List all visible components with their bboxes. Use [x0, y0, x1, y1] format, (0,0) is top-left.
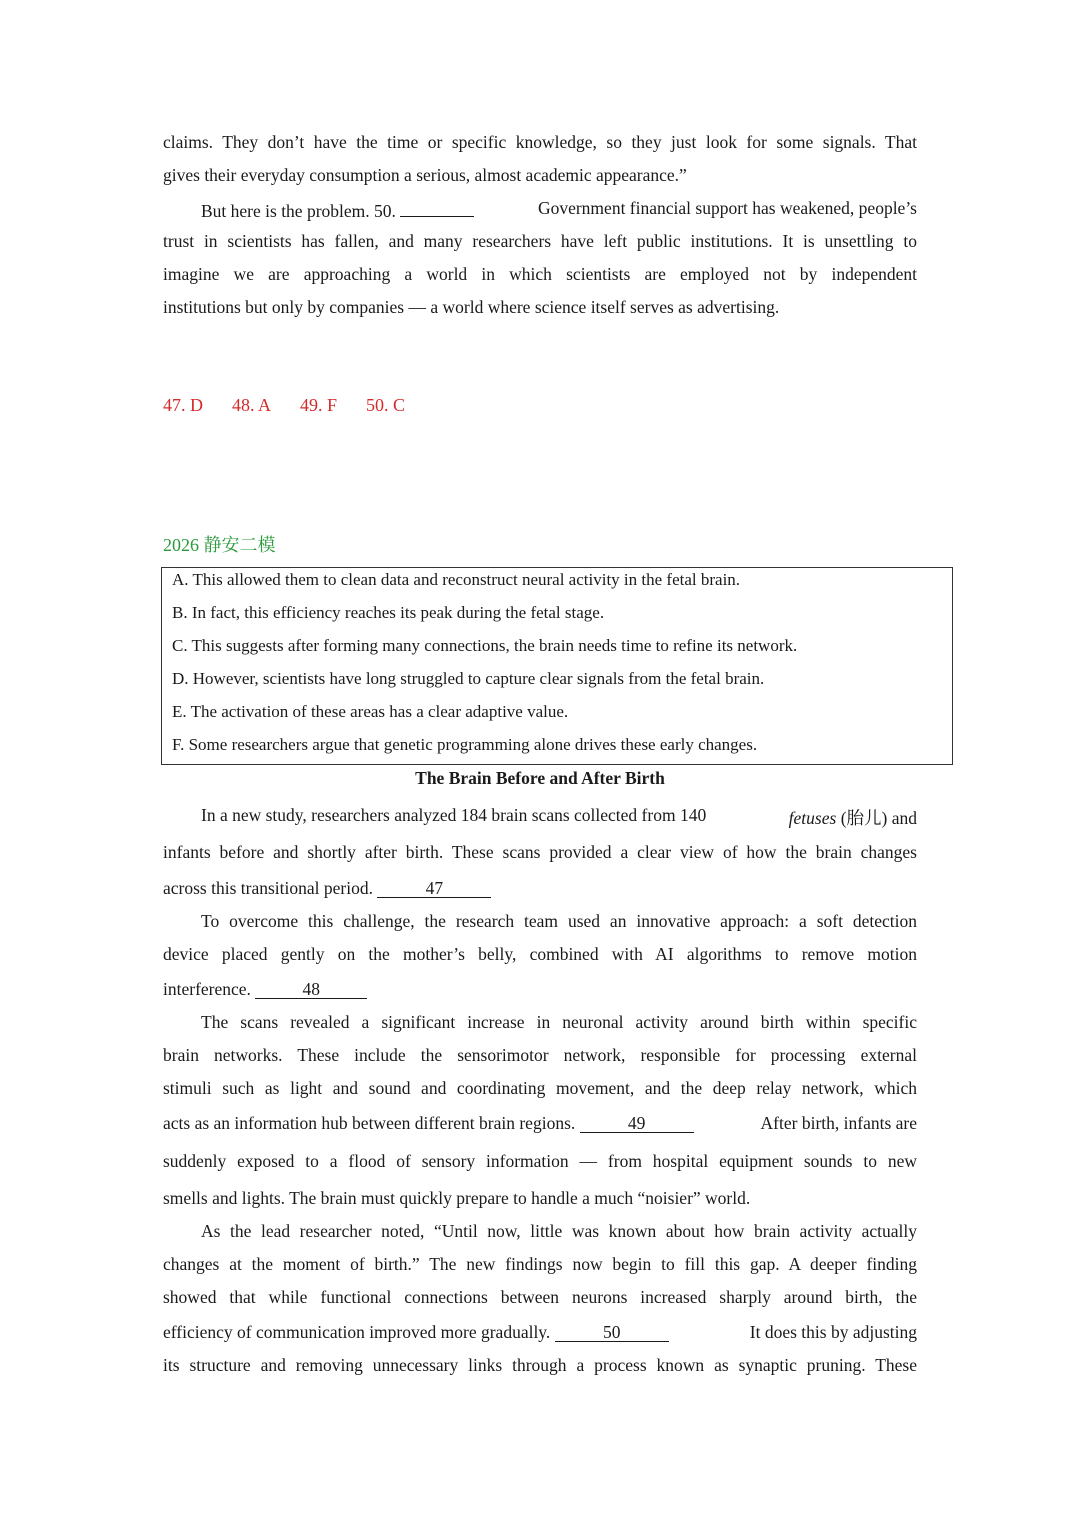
text-line: across this transitional period. 47 [163, 878, 917, 899]
text-line: trust in scientists has fallen, and many researchers have left public institutions. It is unsettling to [163, 231, 917, 251]
text-line: changes at the moment of birth.” The new findings now begin to fill this gap. A deeper finding [163, 1254, 917, 1274]
text-line: In a new study, researchers analyzed 184 brain scans collected from 140 fetuses (胎儿) and [201, 805, 917, 828]
text-line: efficiency of communication improved more gradually. 50 It does this by adjusting [163, 1322, 917, 1342]
text-line: claims. They don’t have the time or specific knowledge, so they just look for some signals. That [163, 132, 917, 152]
text-line: As the lead researcher noted, “Until now, little was known about how brain activity actually [201, 1221, 917, 1241]
text-line: acts as an information hub between different brain regions. 49 After birth, infants are [163, 1113, 917, 1133]
answer-blank-48: 48 [255, 980, 367, 999]
option-e: E. The activation of these areas has a clear adaptive value. [172, 702, 569, 721]
answer-blank-47: 47 [377, 879, 491, 898]
answer-blank-49: 49 [580, 1114, 694, 1133]
answer-49: 49. F [300, 395, 338, 415]
answer-blank-50: 50 [555, 1323, 669, 1342]
text-line: The scans revealed a significant increase in neuronal activity around birth within specific [201, 1012, 917, 1032]
option-c: C. This suggests after forming many connections, the brain needs time to refine its network. [172, 636, 798, 655]
text-line: device placed gently on the mother’s belly, combined with AI algorithms to remove motion [163, 944, 917, 964]
option-f: F. Some researchers argue that genetic programming alone drives these early changes. [172, 735, 758, 754]
option-b: B. In fact, this efficiency reaches its peak during the fetal stage. [172, 603, 605, 622]
text-line: stimuli such as light and sound and coordinating movement, and the deep relay network, which [163, 1078, 917, 1098]
answer-key [163, 395, 434, 416]
text-line: gives their everyday consumption a serious, almost academic appearance.” [163, 165, 687, 185]
answer-50: 50. C [366, 395, 406, 415]
text-line: infants before and shortly after birth. These scans provided a clear view of how the brain changes [163, 842, 917, 862]
text-line: smells and lights. The brain must quickly prepare to handle a much “noisier” world. [163, 1188, 751, 1208]
option-d: D. However, scientists have long struggled to capture clear signals from the fetal brain. [172, 669, 765, 688]
answer-blank [400, 198, 474, 217]
text-line: suddenly exposed to a flood of sensory information — from hospital equipment sounds to new [163, 1151, 917, 1171]
text-line: To overcome this challenge, the research team used an innovative approach: a soft detection [201, 911, 917, 931]
text-line: But here is the problem. 50. Government financial support has weakened, people’s [201, 198, 917, 221]
options-box [161, 567, 953, 765]
text-line: its structure and removing unnecessary links through a process known as synaptic pruning. These [163, 1355, 917, 1375]
text-line: showed that while functional connections between neurons increased sharply around birth, the [163, 1287, 917, 1307]
text-line: interference. 48 [163, 979, 917, 1000]
text-line: brain networks. These include the sensorimotor network, responsible for processing external [163, 1045, 917, 1065]
option-a: A. This allowed them to clean data and reconstruct neural activity in the fetal brain. [172, 570, 741, 589]
answer-48: 48. A [232, 395, 272, 415]
text-line: institutions but only by companies — a world where science itself serves as advertising. [163, 297, 780, 317]
answer-47: 47. D [163, 395, 203, 415]
passage-title: The Brain Before and After Birth [415, 768, 665, 788]
text-line: imagine we are approaching a world in which scientists are employed not by independent [163, 264, 917, 284]
exam-source-label: 2026 静安二模 [163, 535, 276, 555]
